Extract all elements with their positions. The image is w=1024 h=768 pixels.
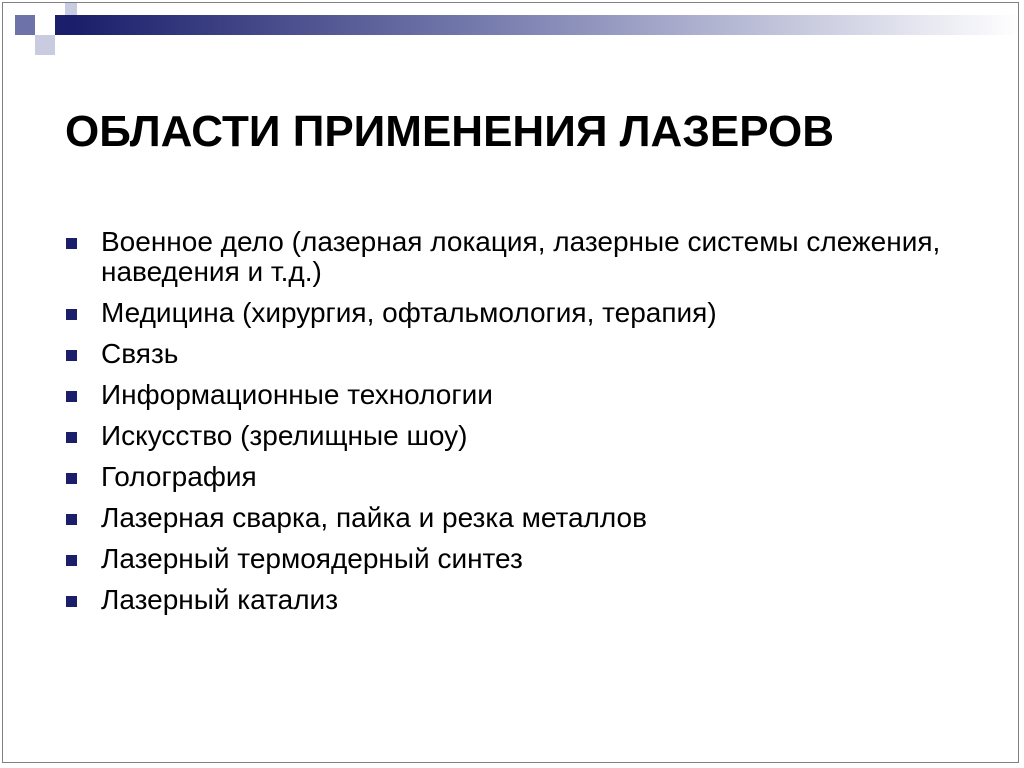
list-item	[65, 462, 965, 492]
square-bullet-icon	[66, 350, 77, 361]
square-bullet-icon	[66, 238, 77, 249]
header-gradient-bar	[75, 15, 1019, 35]
list-item	[65, 585, 965, 615]
square-bullet-icon	[66, 473, 77, 484]
square-bullet-icon	[66, 309, 77, 320]
slide-title: ОБЛАСТИ ПРИМЕНЕНИЯ ЛАЗЕРОВ	[65, 107, 835, 156]
list-item-text: Лазерный термоядерный синтез	[101, 543, 523, 574]
square-bullet-icon	[66, 391, 77, 402]
square-bullet-icon	[66, 555, 77, 566]
deco-square-mid-small	[35, 15, 55, 35]
list-item	[65, 380, 965, 410]
list-item	[65, 421, 965, 451]
list-item-text: Искусство (зрелищные шоу)	[101, 420, 468, 451]
list-item-text: Связь	[101, 338, 179, 369]
deco-square-mid	[15, 15, 35, 35]
list-item	[65, 298, 965, 328]
header-decoration	[3, 3, 1019, 63]
list-item	[65, 227, 965, 287]
list-item-text: Голография	[101, 461, 257, 492]
list-item-text: Военное дело (лазерная локация, лазерные системы слежения, наведения и т.д.)	[101, 226, 941, 287]
list-item	[65, 544, 965, 574]
list-item	[65, 339, 965, 369]
slide	[2, 2, 1019, 763]
list-item-text: Информационные технологии	[101, 379, 493, 410]
deco-square-light	[35, 35, 55, 55]
deco-square-dark	[55, 15, 75, 35]
list-item-text: Лазерная сварка, пайка и резка металлов	[101, 502, 647, 533]
deco-square-light-top	[65, 3, 77, 15]
list-item-text: Медицина (хирургия, офтальмология, терапия)	[101, 297, 717, 328]
bullet-list	[65, 227, 965, 626]
square-bullet-icon	[66, 596, 77, 607]
square-bullet-icon	[66, 432, 77, 443]
list-item-text: Лазерный катализ	[101, 584, 339, 615]
square-bullet-icon	[66, 514, 77, 525]
list-item	[65, 503, 965, 533]
